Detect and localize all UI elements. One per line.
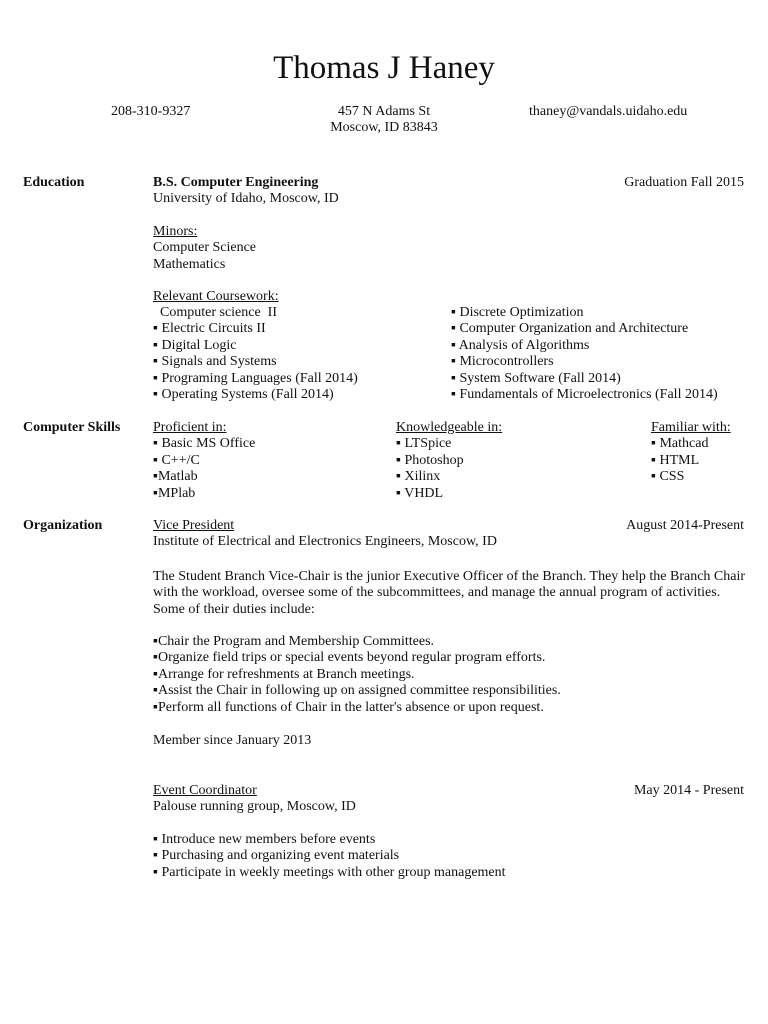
role-description <box>153 569 745 618</box>
course-item: ▪ Electric Circuits II <box>153 321 266 337</box>
school: University of Idaho, Moscow, ID <box>153 191 339 206</box>
skill-item: ▪ C++/C <box>153 452 200 468</box>
skill-item: ▪ CSS <box>651 469 685 485</box>
email: thaney@vandals.uidaho.edu <box>529 104 688 119</box>
course-item: ▪ Programing Languages (Fall 2014) <box>153 370 358 386</box>
skill-item: ▪ Mathcad <box>651 436 709 452</box>
skills-familiar <box>651 420 731 486</box>
skill-item: ▪ Photoshop <box>396 452 464 468</box>
skill-item: ▪ Xilinx <box>396 469 441 485</box>
description-line: The Student Branch Vice-Chair is the junior Executive Officer of the Branch. They help the Branch Chair <box>153 569 746 584</box>
course-item: ▪ Discrete Optimization <box>451 305 584 320</box>
computer-skills-label: Computer Skills <box>23 420 121 435</box>
minor-item: Computer Science <box>153 240 257 256</box>
phone: 208-310-9327 <box>111 104 191 119</box>
course-item: ▪ System Software (Fall 2014) <box>451 370 621 386</box>
course-item: ▪ Microcontrollers <box>451 354 554 370</box>
course-item: ▪ Digital Logic <box>153 337 237 353</box>
familiar-label: Familiar with: <box>651 420 731 435</box>
duty-item: ▪Arrange for refreshments at Branch meetings. <box>153 666 415 682</box>
role-title: Event Coordinator <box>153 783 257 798</box>
course-item: ▪ Computer Organization and Architecture <box>451 321 689 337</box>
description-line: Some of their duties include: <box>153 601 315 617</box>
degree: B.S. Computer Engineering <box>153 175 319 190</box>
role-org: Institute of Electrical and Electronics Engineers, Moscow, ID <box>153 534 497 549</box>
duty-item: ▪ Introduce new members before events <box>153 832 376 847</box>
skill-item: ▪ VHDL <box>396 485 444 501</box>
coursework-left <box>153 305 358 403</box>
course-item: ▪ Signals and Systems <box>153 354 277 370</box>
duty-item: ▪Organize field trips or special events beyond regular program efforts. <box>153 650 546 666</box>
skill-item: ▪ LTSpice <box>396 436 452 452</box>
duty-item: ▪Assist the Chair in following up on assigned committee responsibilities. <box>153 683 561 699</box>
organization-label: Organization <box>23 518 103 533</box>
graduation-date: Graduation Fall 2015 <box>624 175 744 190</box>
duty-item: ▪Chair the Program and Membership Committees. <box>153 634 435 649</box>
role-dates: August 2014-Present <box>626 518 744 533</box>
duty-item: ▪Perform all functions of Chair in the latter's absence or upon request. <box>153 699 544 715</box>
address-line-2: Moscow, ID 83843 <box>330 120 438 136</box>
skill-item: ▪ Basic MS Office <box>153 436 256 452</box>
course-item: ▪ Fundamentals of Microelectronics (Fall 2014) <box>451 387 718 403</box>
minors <box>153 224 256 273</box>
skill-item: ▪ HTML <box>651 452 700 468</box>
skill-item: ▪MPlab <box>153 485 196 501</box>
minor-item: Mathematics <box>153 256 226 272</box>
course-item: ▪ Operating Systems (Fall 2014) <box>153 387 334 403</box>
proficient-label: Proficient in: <box>153 420 227 435</box>
resume-name: Thomas J Haney <box>273 50 495 86</box>
skills-proficient <box>153 420 255 502</box>
duty-item: ▪ Purchasing and organizing event materials <box>153 848 400 864</box>
description-line: with the workload, oversee some of the subcommittees, and manage the annual program of activities. <box>153 585 721 601</box>
address-line-1: 457 N Adams St <box>337 104 431 119</box>
course-item: Computer science II <box>153 305 278 320</box>
skill-item: ▪Matlab <box>153 469 198 485</box>
role-duties <box>153 634 561 716</box>
role-org: Palouse running group, Moscow, ID <box>153 799 356 814</box>
role-dates: May 2014 - Present <box>633 783 744 798</box>
knowledgeable-label: Knowledgeable in: <box>396 420 503 435</box>
role-title: Vice President <box>153 518 235 533</box>
minors-label: Minors: <box>153 224 198 239</box>
address <box>284 104 484 137</box>
duty-item: ▪ Participate in weekly meetings with other group management <box>153 864 506 880</box>
role-duties <box>153 832 506 881</box>
education-label: Education <box>23 175 85 190</box>
coursework-right <box>451 305 718 403</box>
member-since: Member since January 2013 <box>153 733 312 748</box>
coursework-label: Relevant Coursework: <box>153 289 279 304</box>
skills-knowledgeable <box>396 420 502 502</box>
course-item: ▪ Analysis of Algorithms <box>451 337 590 353</box>
